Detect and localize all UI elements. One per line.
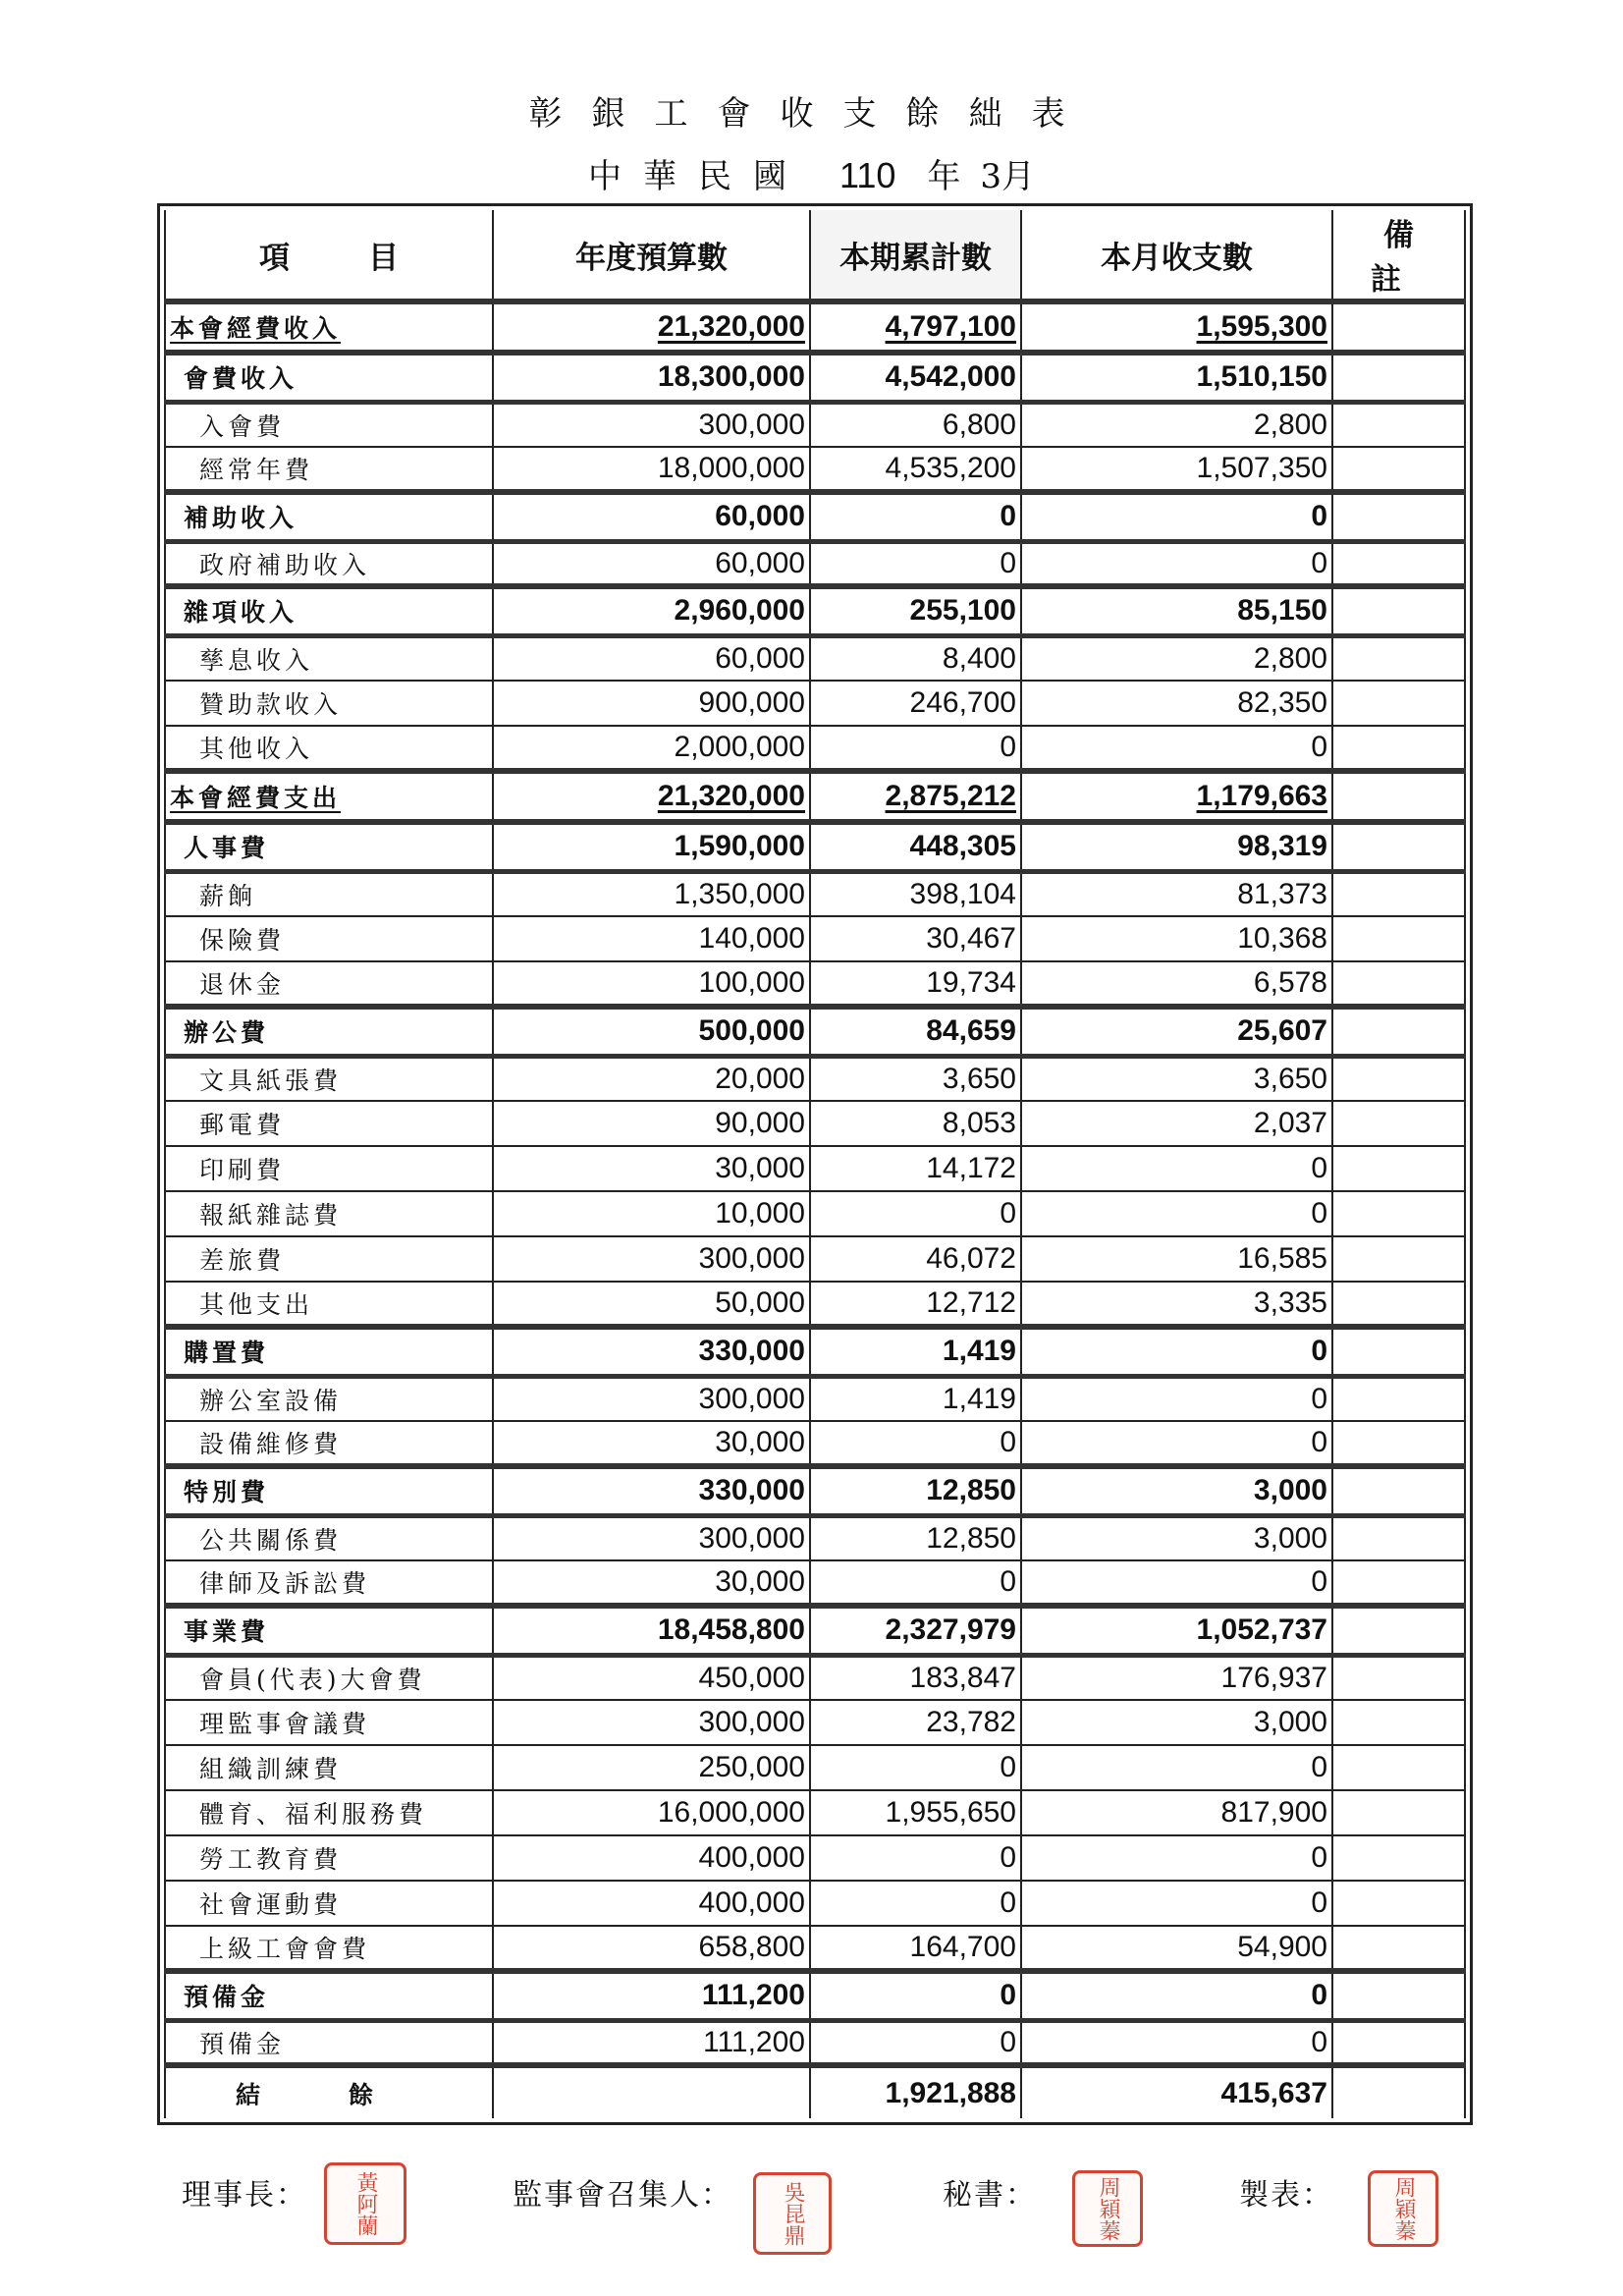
table-row — [165, 635, 1465, 681]
cell-cumulative: 4,542,000 — [810, 353, 1021, 402]
table-row — [165, 916, 1465, 961]
table-row — [165, 1881, 1465, 1926]
cell-note — [1332, 1881, 1465, 1926]
total-budget — [493, 2065, 810, 2118]
cell-budget: 300,000 — [493, 1700, 810, 1745]
cell-budget: 658,800 — [493, 1926, 810, 1971]
row-label: 文具紙張費 — [165, 1056, 493, 1101]
cell-cumulative-value: 2,875,212 — [885, 780, 1016, 812]
cell-budget: 18,300,000 — [493, 353, 810, 402]
row-label: 預備金 — [165, 1971, 493, 2020]
cell-cumulative — [810, 771, 1021, 822]
cell-monthly: 0 — [1021, 1560, 1332, 1606]
table-row — [165, 541, 1465, 586]
cell-note — [1332, 1376, 1465, 1421]
cell-cumulative: 0 — [810, 492, 1021, 541]
row-label: 其他支出 — [165, 1282, 493, 1327]
table-row — [165, 1700, 1465, 1745]
table-row — [165, 681, 1465, 726]
cell-note — [1332, 2020, 1465, 2065]
cell-monthly — [1021, 771, 1332, 822]
cell-monthly: 6,578 — [1021, 961, 1332, 1007]
total-note — [1332, 2065, 1465, 2118]
cell-budget: 2,960,000 — [493, 586, 810, 635]
row-label: 印刷費 — [165, 1146, 493, 1191]
row-label: 辦公室設備 — [165, 1376, 493, 1421]
seal-preparer: 周穎蓁 — [1368, 2170, 1438, 2247]
table-category-row — [165, 822, 1465, 871]
cell-monthly: 54,900 — [1021, 1926, 1332, 1971]
row-label: 保險費 — [165, 916, 493, 961]
header-monthly: 本月收支數 — [1021, 210, 1332, 301]
row-label: 律師及訴訟費 — [165, 1560, 493, 1606]
cell-monthly — [1021, 301, 1332, 353]
cell-note — [1332, 726, 1465, 771]
cell-cumulative: 246,700 — [810, 681, 1021, 726]
cell-cumulative: 12,712 — [810, 1282, 1021, 1327]
table-category-row — [165, 1606, 1465, 1655]
table-category-row — [165, 1007, 1465, 1056]
row-label: 雜項收入 — [165, 586, 493, 635]
cell-budget: 60,000 — [493, 492, 810, 541]
row-label: 事業費 — [165, 1606, 493, 1655]
cell-budget: 111,200 — [493, 2020, 810, 2065]
row-label: 郵電費 — [165, 1101, 493, 1146]
row-label: 其他收入 — [165, 726, 493, 771]
table-section-row — [165, 771, 1465, 822]
cell-budget: 300,000 — [493, 402, 810, 447]
table-category-row — [165, 1971, 1465, 2020]
cell-monthly: 0 — [1021, 1835, 1332, 1881]
cell-monthly: 1,507,350 — [1021, 447, 1332, 492]
table-row — [165, 1926, 1465, 1971]
cell-cumulative: 183,847 — [810, 1655, 1021, 1700]
period-month: 3月 — [980, 157, 1036, 196]
table-category-row — [165, 492, 1465, 541]
cell-budget: 300,000 — [493, 1376, 810, 1421]
period-prefix: 中華民國 — [587, 157, 808, 196]
row-label: 入會費 — [165, 402, 493, 447]
cell-note — [1332, 635, 1465, 681]
cell-budget: 330,000 — [493, 1466, 810, 1515]
cell-note — [1332, 1236, 1465, 1282]
cell-note — [1332, 1790, 1465, 1835]
seal-chairman: 黃阿蘭 — [324, 2162, 406, 2245]
cell-note — [1332, 447, 1465, 492]
row-label: 人事費 — [165, 822, 493, 871]
row-label: 本會經費支出 — [165, 771, 493, 822]
cell-budget: 500,000 — [493, 1007, 810, 1056]
cell-budget: 30,000 — [493, 1146, 810, 1191]
cell-cumulative: 84,659 — [810, 1007, 1021, 1056]
cell-budget: 300,000 — [493, 1236, 810, 1282]
cell-monthly: 0 — [1021, 1146, 1332, 1191]
header-annual-budget: 年度預算數 — [493, 210, 810, 301]
table-row — [165, 1790, 1465, 1835]
row-label: 補助收入 — [165, 492, 493, 541]
table-row — [165, 726, 1465, 771]
table-row — [165, 1655, 1465, 1700]
row-label: 設備維修費 — [165, 1421, 493, 1466]
cell-cumulative: 0 — [810, 2020, 1021, 2065]
cell-cumulative: 164,700 — [810, 1926, 1021, 1971]
cell-cumulative: 1,419 — [810, 1376, 1021, 1421]
table-row — [165, 1515, 1465, 1560]
cell-budget: 1,590,000 — [493, 822, 810, 871]
table-category-row — [165, 1466, 1465, 1515]
row-label: 公共關係費 — [165, 1515, 493, 1560]
cell-monthly: 0 — [1021, 1971, 1332, 2020]
document-title: 彰銀工會收支餘絀表 — [528, 94, 1095, 134]
cell-budget: 10,000 — [493, 1191, 810, 1236]
cell-monthly: 82,350 — [1021, 681, 1332, 726]
cell-note — [1332, 1700, 1465, 1745]
cell-cumulative: 0 — [810, 1421, 1021, 1466]
table-row — [165, 1101, 1465, 1146]
document-period — [0, 149, 1623, 197]
cell-monthly: 25,607 — [1021, 1007, 1332, 1056]
cell-budget: 30,000 — [493, 1560, 810, 1606]
cell-note — [1332, 871, 1465, 916]
cell-monthly-value: 1,595,300 — [1196, 310, 1327, 343]
table-row — [165, 2020, 1465, 2065]
cell-budget-value: 21,320,000 — [657, 780, 805, 812]
cell-monthly: 2,800 — [1021, 635, 1332, 681]
table-row — [165, 1560, 1465, 1606]
cell-cumulative: 448,305 — [810, 822, 1021, 871]
cell-note — [1332, 1327, 1465, 1376]
cell-budget: 300,000 — [493, 1515, 810, 1560]
cell-monthly: 0 — [1021, 1421, 1332, 1466]
total-cumulative: 1,921,888 — [810, 2065, 1021, 2118]
cell-budget: 450,000 — [493, 1655, 810, 1700]
cell-cumulative: 0 — [810, 541, 1021, 586]
cell-monthly: 0 — [1021, 726, 1332, 771]
cell-budget: 60,000 — [493, 635, 810, 681]
cell-cumulative: 30,467 — [810, 916, 1021, 961]
cell-monthly: 0 — [1021, 1881, 1332, 1926]
cell-budget: 111,200 — [493, 1971, 810, 2020]
cell-monthly: 0 — [1021, 1376, 1332, 1421]
table-row — [165, 402, 1465, 447]
row-label: 上級工會會費 — [165, 1926, 493, 1971]
row-label: 退休金 — [165, 961, 493, 1007]
seal-supervisor: 吳昆鼎 — [753, 2172, 832, 2255]
cell-cumulative: 398,104 — [810, 871, 1021, 916]
cell-monthly: 98,319 — [1021, 822, 1332, 871]
cell-cumulative: 0 — [810, 1971, 1021, 2020]
cell-budget: 16,000,000 — [493, 1790, 810, 1835]
row-label: 報紙雜誌費 — [165, 1191, 493, 1236]
cell-monthly: 176,937 — [1021, 1655, 1332, 1700]
table-row — [165, 1376, 1465, 1421]
cell-budget: 1,350,000 — [493, 871, 810, 916]
cell-cumulative: 3,650 — [810, 1056, 1021, 1101]
row-label: 本會經費收入 — [165, 301, 493, 353]
period-year-unit: 年 — [927, 157, 961, 196]
header-note: 備註 — [1332, 210, 1465, 301]
row-label: 體育、福利服務費 — [165, 1790, 493, 1835]
cell-note — [1332, 301, 1465, 353]
row-label: 贊助款收入 — [165, 681, 493, 726]
cell-cumulative: 0 — [810, 726, 1021, 771]
cell-budget: 400,000 — [493, 1835, 810, 1881]
total-label: 結餘 — [165, 2065, 493, 2118]
signature-area — [0, 2160, 1623, 2269]
cell-monthly: 3,335 — [1021, 1282, 1332, 1327]
cell-note — [1332, 916, 1465, 961]
cell-cumulative: 12,850 — [810, 1466, 1021, 1515]
cell-cumulative: 8,053 — [810, 1101, 1021, 1146]
table-row — [165, 1146, 1465, 1191]
table-row — [165, 1282, 1465, 1327]
sign-preparer-label: 製表： — [1239, 2178, 1333, 2213]
header-item: 項目 — [165, 210, 493, 301]
table-row — [165, 1236, 1465, 1282]
cell-cumulative: 0 — [810, 1560, 1021, 1606]
cell-budget: 330,000 — [493, 1327, 810, 1376]
row-label: 社會運動費 — [165, 1881, 493, 1926]
row-label: 孳息收入 — [165, 635, 493, 681]
cell-note — [1332, 1745, 1465, 1790]
period-year: 110 — [839, 155, 896, 195]
cell-note — [1332, 1101, 1465, 1146]
cell-note — [1332, 1056, 1465, 1101]
cell-monthly: 1,510,150 — [1021, 353, 1332, 402]
cell-monthly: 0 — [1021, 1327, 1332, 1376]
cell-monthly: 2,037 — [1021, 1101, 1332, 1146]
cell-budget: 30,000 — [493, 1421, 810, 1466]
cell-note — [1332, 586, 1465, 635]
cell-note — [1332, 541, 1465, 586]
cell-monthly: 2,800 — [1021, 402, 1332, 447]
cell-note — [1332, 771, 1465, 822]
row-label: 組織訓練費 — [165, 1745, 493, 1790]
cell-cumulative: 0 — [810, 1881, 1021, 1926]
cell-note — [1332, 1560, 1465, 1606]
row-label: 會費收入 — [165, 353, 493, 402]
row-label: 差旅費 — [165, 1236, 493, 1282]
cell-cumulative-value: 4,797,100 — [885, 310, 1016, 343]
table-row — [165, 447, 1465, 492]
cell-monthly: 0 — [1021, 1745, 1332, 1790]
cell-note — [1332, 1926, 1465, 1971]
cell-cumulative: 4,535,200 — [810, 447, 1021, 492]
row-label: 經常年費 — [165, 447, 493, 492]
cell-budget-value: 21,320,000 — [657, 310, 805, 343]
cell-note — [1332, 1146, 1465, 1191]
cell-note — [1332, 1515, 1465, 1560]
cell-note — [1332, 353, 1465, 402]
cell-note — [1332, 822, 1465, 871]
cell-budget: 90,000 — [493, 1101, 810, 1146]
table-total-row — [165, 2065, 1465, 2118]
cell-monthly: 0 — [1021, 492, 1332, 541]
cell-cumulative: 2,327,979 — [810, 1606, 1021, 1655]
cell-budget: 50,000 — [493, 1282, 810, 1327]
table-header-row — [165, 210, 1465, 301]
row-label: 會員(代表)大會費 — [165, 1655, 493, 1700]
cell-budget: 900,000 — [493, 681, 810, 726]
cell-cumulative: 19,734 — [810, 961, 1021, 1007]
cell-cumulative: 1,955,650 — [810, 1790, 1021, 1835]
table-body — [165, 301, 1465, 2118]
cell-monthly: 85,150 — [1021, 586, 1332, 635]
cell-budget: 20,000 — [493, 1056, 810, 1101]
cell-monthly: 10,368 — [1021, 916, 1332, 961]
cell-cumulative: 14,172 — [810, 1146, 1021, 1191]
table-row — [165, 1421, 1465, 1466]
header-cumulative: 本期累計數 — [810, 210, 1021, 301]
table-row — [165, 1056, 1465, 1101]
cell-note — [1332, 1007, 1465, 1056]
cell-cumulative: 46,072 — [810, 1236, 1021, 1282]
cell-note — [1332, 1191, 1465, 1236]
row-label: 薪餉 — [165, 871, 493, 916]
income-expense-table — [157, 203, 1473, 2125]
table-row — [165, 871, 1465, 916]
cell-budget: 18,458,800 — [493, 1606, 810, 1655]
cell-cumulative: 8,400 — [810, 635, 1021, 681]
row-label: 預備金 — [165, 2020, 493, 2065]
cell-monthly-value: 1,179,663 — [1196, 780, 1327, 812]
cell-cumulative: 0 — [810, 1745, 1021, 1790]
cell-budget: 2,000,000 — [493, 726, 810, 771]
cell-note — [1332, 681, 1465, 726]
cell-note — [1332, 402, 1465, 447]
cell-note — [1332, 1421, 1465, 1466]
cell-note — [1332, 492, 1465, 541]
cell-cumulative — [810, 301, 1021, 353]
row-label: 辦公費 — [165, 1007, 493, 1056]
cell-cumulative: 255,100 — [810, 586, 1021, 635]
cell-cumulative: 1,419 — [810, 1327, 1021, 1376]
table-category-row — [165, 586, 1465, 635]
cell-budget: 250,000 — [493, 1745, 810, 1790]
cell-monthly: 3,000 — [1021, 1515, 1332, 1560]
cell-budget — [493, 771, 810, 822]
cell-cumulative: 0 — [810, 1191, 1021, 1236]
cell-monthly: 81,373 — [1021, 871, 1332, 916]
table-category-row — [165, 1327, 1465, 1376]
cell-budget: 60,000 — [493, 541, 810, 586]
cell-budget: 18,000,000 — [493, 447, 810, 492]
cell-monthly: 0 — [1021, 2020, 1332, 2065]
cell-monthly: 0 — [1021, 541, 1332, 586]
cell-monthly: 3,000 — [1021, 1700, 1332, 1745]
row-label: 勞工教育費 — [165, 1835, 493, 1881]
cell-monthly: 3,000 — [1021, 1466, 1332, 1515]
sign-supervisor-label: 監事會召集人： — [513, 2178, 732, 2213]
row-label: 購置費 — [165, 1327, 493, 1376]
cell-note — [1332, 961, 1465, 1007]
total-monthly: 415,637 — [1021, 2065, 1332, 2118]
cell-monthly: 3,650 — [1021, 1056, 1332, 1101]
seal-secretary: 周穎蓁 — [1072, 2170, 1143, 2247]
cell-budget — [493, 301, 810, 353]
table-row — [165, 961, 1465, 1007]
cell-cumulative: 23,782 — [810, 1700, 1021, 1745]
row-label: 特別費 — [165, 1466, 493, 1515]
table-row — [165, 1745, 1465, 1790]
row-label: 政府補助收入 — [165, 541, 493, 586]
cell-budget: 400,000 — [493, 1881, 810, 1926]
sign-chairman-label: 理事長： — [182, 2178, 307, 2213]
cell-note — [1332, 1835, 1465, 1881]
cell-cumulative: 0 — [810, 1835, 1021, 1881]
cell-cumulative: 6,800 — [810, 402, 1021, 447]
cell-note — [1332, 1466, 1465, 1515]
row-label: 理監事會議費 — [165, 1700, 493, 1745]
table-section-row — [165, 301, 1465, 353]
cell-monthly: 0 — [1021, 1191, 1332, 1236]
table-row — [165, 1835, 1465, 1881]
table-row — [165, 1191, 1465, 1236]
cell-budget: 140,000 — [493, 916, 810, 961]
cell-note — [1332, 1606, 1465, 1655]
cell-budget: 100,000 — [493, 961, 810, 1007]
sign-secretary-label: 秘書： — [943, 2178, 1037, 2213]
cell-monthly: 817,900 — [1021, 1790, 1332, 1835]
cell-cumulative: 12,850 — [810, 1515, 1021, 1560]
cell-note — [1332, 1282, 1465, 1327]
cell-monthly: 1,052,737 — [1021, 1606, 1332, 1655]
cell-monthly: 16,585 — [1021, 1236, 1332, 1282]
cell-note — [1332, 1655, 1465, 1700]
cell-note — [1332, 1971, 1465, 2020]
table-category-row — [165, 353, 1465, 402]
